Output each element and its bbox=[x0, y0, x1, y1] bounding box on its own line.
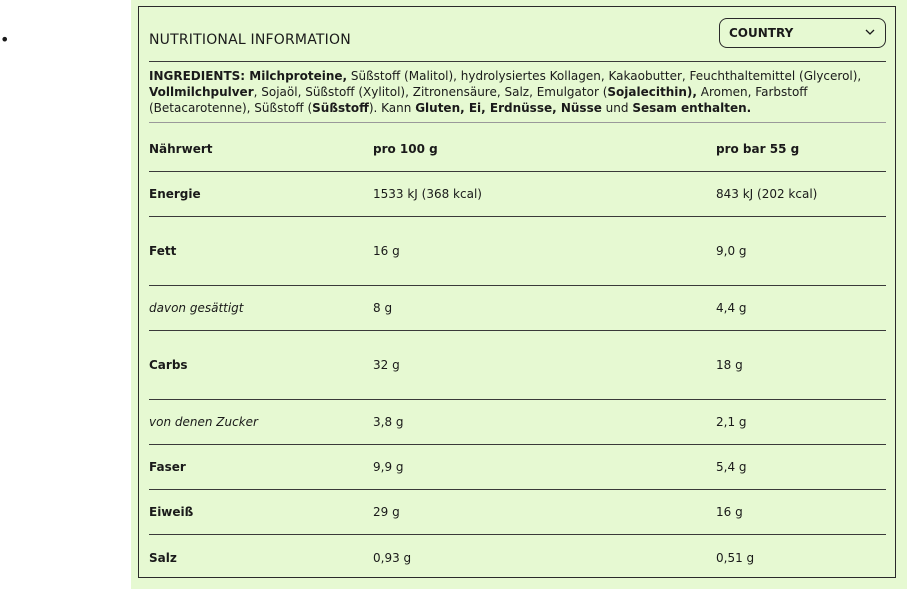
ingredients-segment: , Sojaöl, Süßstoff (Xylitol), Zitronensäure, Salz, Emulgator ( bbox=[253, 85, 608, 99]
value-per-bar: 9,0 g bbox=[716, 244, 747, 258]
ingredients-segment: Vollmilchpulver bbox=[149, 85, 254, 99]
value-per-bar: 2,1 g bbox=[716, 415, 747, 429]
ingredients-segment: INGREDIENTS: Milchproteine, bbox=[149, 69, 348, 83]
value-per-100g: 16 g bbox=[373, 244, 400, 258]
ingredients-segment: ). Kann bbox=[368, 101, 416, 115]
table-header-row bbox=[149, 127, 886, 172]
table-row bbox=[149, 217, 886, 286]
list-bullet: • bbox=[0, 30, 10, 49]
ingredients-segment: Süßstoff (Malitol), hydrolysiertes Kollagen, Kakaobutter, Feuchthaltemittel (Glycerol), bbox=[347, 69, 862, 83]
value-per-100g: 8 g bbox=[373, 301, 393, 315]
table-row bbox=[149, 490, 886, 535]
table-row bbox=[149, 331, 886, 400]
value-per-100g: 0,93 g bbox=[373, 550, 412, 565]
value-per-bar: 18 g bbox=[716, 358, 743, 372]
ingredients-segment: Sojalecithin), bbox=[607, 85, 697, 99]
nutrient-label: Salz bbox=[149, 550, 177, 565]
nutrient-label: von denen Zucker bbox=[149, 415, 258, 429]
table-row bbox=[149, 286, 886, 331]
nutrient-label: Eiweiß bbox=[149, 505, 194, 519]
header-per-100g: pro 100 g bbox=[373, 142, 438, 156]
value-per-100g: 9,9 g bbox=[373, 460, 404, 474]
nutrient-label: Faser bbox=[149, 460, 186, 474]
value-per-bar: 0,51 g bbox=[716, 550, 755, 565]
ingredients-segment: und bbox=[601, 101, 633, 115]
ingredients-segment: Aromen, Farbstoff (Betacarotenne), Süßstoff ( bbox=[149, 85, 808, 115]
nutrient-label: Fett bbox=[149, 244, 177, 258]
nutrient-label: Carbs bbox=[149, 358, 188, 372]
table-row bbox=[149, 172, 886, 217]
panel-title: NUTRITIONAL INFORMATION bbox=[149, 32, 351, 48]
value-per-bar: 16 g bbox=[716, 505, 743, 519]
country-select[interactable] bbox=[719, 18, 886, 48]
nutrition-panel bbox=[138, 6, 896, 578]
nutrient-label: Energie bbox=[149, 187, 201, 201]
ingredients-segment: Süßstoff bbox=[312, 101, 369, 115]
table-row bbox=[149, 535, 886, 580]
header-nutrient: Nährwert bbox=[149, 142, 213, 156]
chevron-down-icon bbox=[864, 26, 876, 38]
nutrient-label: davon gesättigt bbox=[149, 301, 244, 315]
value-per-100g: 29 g bbox=[373, 505, 400, 519]
value-per-bar: 5,4 g bbox=[716, 460, 747, 474]
country-select-label: COUNTRY bbox=[729, 26, 794, 40]
ingredients-text bbox=[149, 68, 886, 123]
value-per-100g: 1533 kJ (368 kcal) bbox=[373, 187, 482, 201]
header-per-bar: pro bar 55 g bbox=[716, 142, 800, 156]
panel-header bbox=[149, 17, 886, 62]
value-per-100g: 32 g bbox=[373, 358, 400, 372]
value-per-bar: 4,4 g bbox=[716, 301, 747, 315]
value-per-bar: 843 kJ (202 kcal) bbox=[716, 187, 818, 201]
value-per-100g: 3,8 g bbox=[373, 415, 404, 429]
table-row bbox=[149, 445, 886, 490]
nutrition-table bbox=[149, 127, 886, 580]
table-row bbox=[149, 400, 886, 445]
ingredients-segment: Sesam enthalten. bbox=[632, 101, 752, 115]
ingredients-segment: Gluten, Ei, Erdnüsse, Nüsse bbox=[415, 101, 602, 115]
